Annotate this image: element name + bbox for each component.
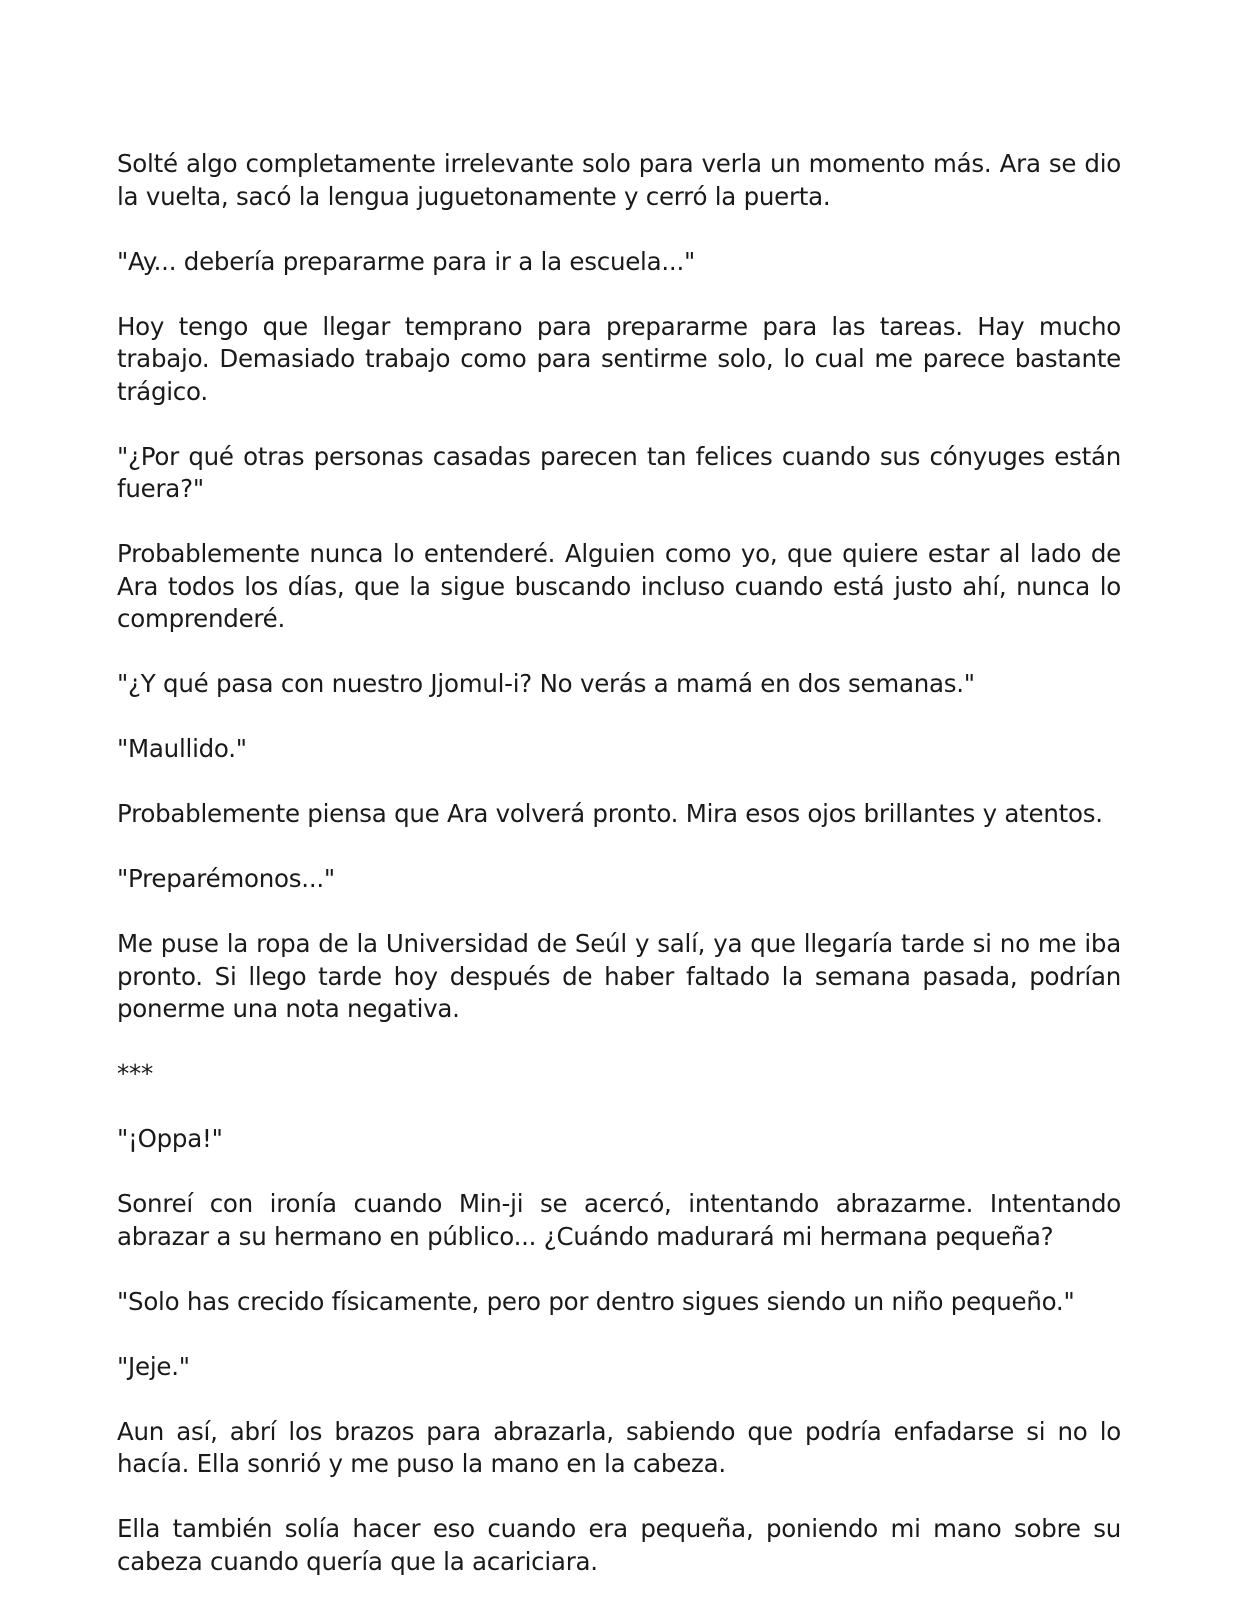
paragraph-15: Aun así, abrí los brazos para abrazarla, sabiendo que podría enfadarse si no lo hacía. Ella sonrió y me puso la mano en la cabeza. — [117, 1416, 1121, 1478]
document-page — [117, 148, 1121, 1611]
paragraph-1: Solté algo completamente irrelevante solo para verla un momento más. Ara se dio la vuelta, sacó la lengua juguetonamente y cerró la puerta. — [117, 149, 1121, 211]
paragraph-2: "Ay... debería prepararme para ir a la escuela..." — [117, 246, 696, 276]
paragraph-13: "Solo has crecido físicamente, pero por dentro sigues siendo un niño pequeño." — [117, 1286, 1075, 1316]
paragraph-6: "¿Y qué pasa con nuestro Jjomul-i? No verás a mamá en dos semanas." — [117, 669, 975, 698]
paragraph-12: Sonreí con ironía cuando Min-ji se acercó, intentando abrazarme. Intentando abrazar a su hermano en público... ¿Cuándo madurará mi hermana pequeña? — [117, 1189, 1121, 1251]
paragraph-10: Me puse la ropa de la Universidad de Seúl y salí, ya que llegaría tarde si no me iba pronto. Si llego tarde hoy después de haber faltado la semana pasada, podrían ponerme una nota negativa. — [117, 929, 1121, 1023]
paragraph-8: Probablemente piensa que Ara volverá pronto. Mira esos ojos brillantes y atentos. — [117, 799, 1103, 828]
paragraph-11: "¡Oppa!" — [117, 1124, 223, 1153]
paragraph-16: Ella también solía hacer eso cuando era pequeña, poniendo mi mano sobre su cabeza cuando quería que la acariciara. — [117, 1514, 1121, 1576]
paragraph-14: "Jeje." — [117, 1351, 190, 1381]
paragraph-5: Probablemente nunca lo entenderé. Alguien como yo, que quiere estar al lado de Ara todos los días, que la sigue buscando incluso cuando está justo ahí, nunca lo comprenderé. — [117, 539, 1121, 633]
paragraph-4: "¿Por qué otras personas casadas parecen tan felices cuando sus cónyuges están fuera?" — [117, 441, 1121, 503]
paragraph-7: "Maullido." — [117, 734, 247, 763]
paragraph-9: "Preparémonos..." — [117, 864, 335, 893]
scene-break: *** — [117, 1059, 153, 1088]
paragraph-3: Hoy tengo que llegar temprano para prepararme para las tareas. Hay mucho trabajo. Demasiado trabajo como para sentirme solo, lo cual me parece bastante trágico. — [117, 311, 1121, 406]
